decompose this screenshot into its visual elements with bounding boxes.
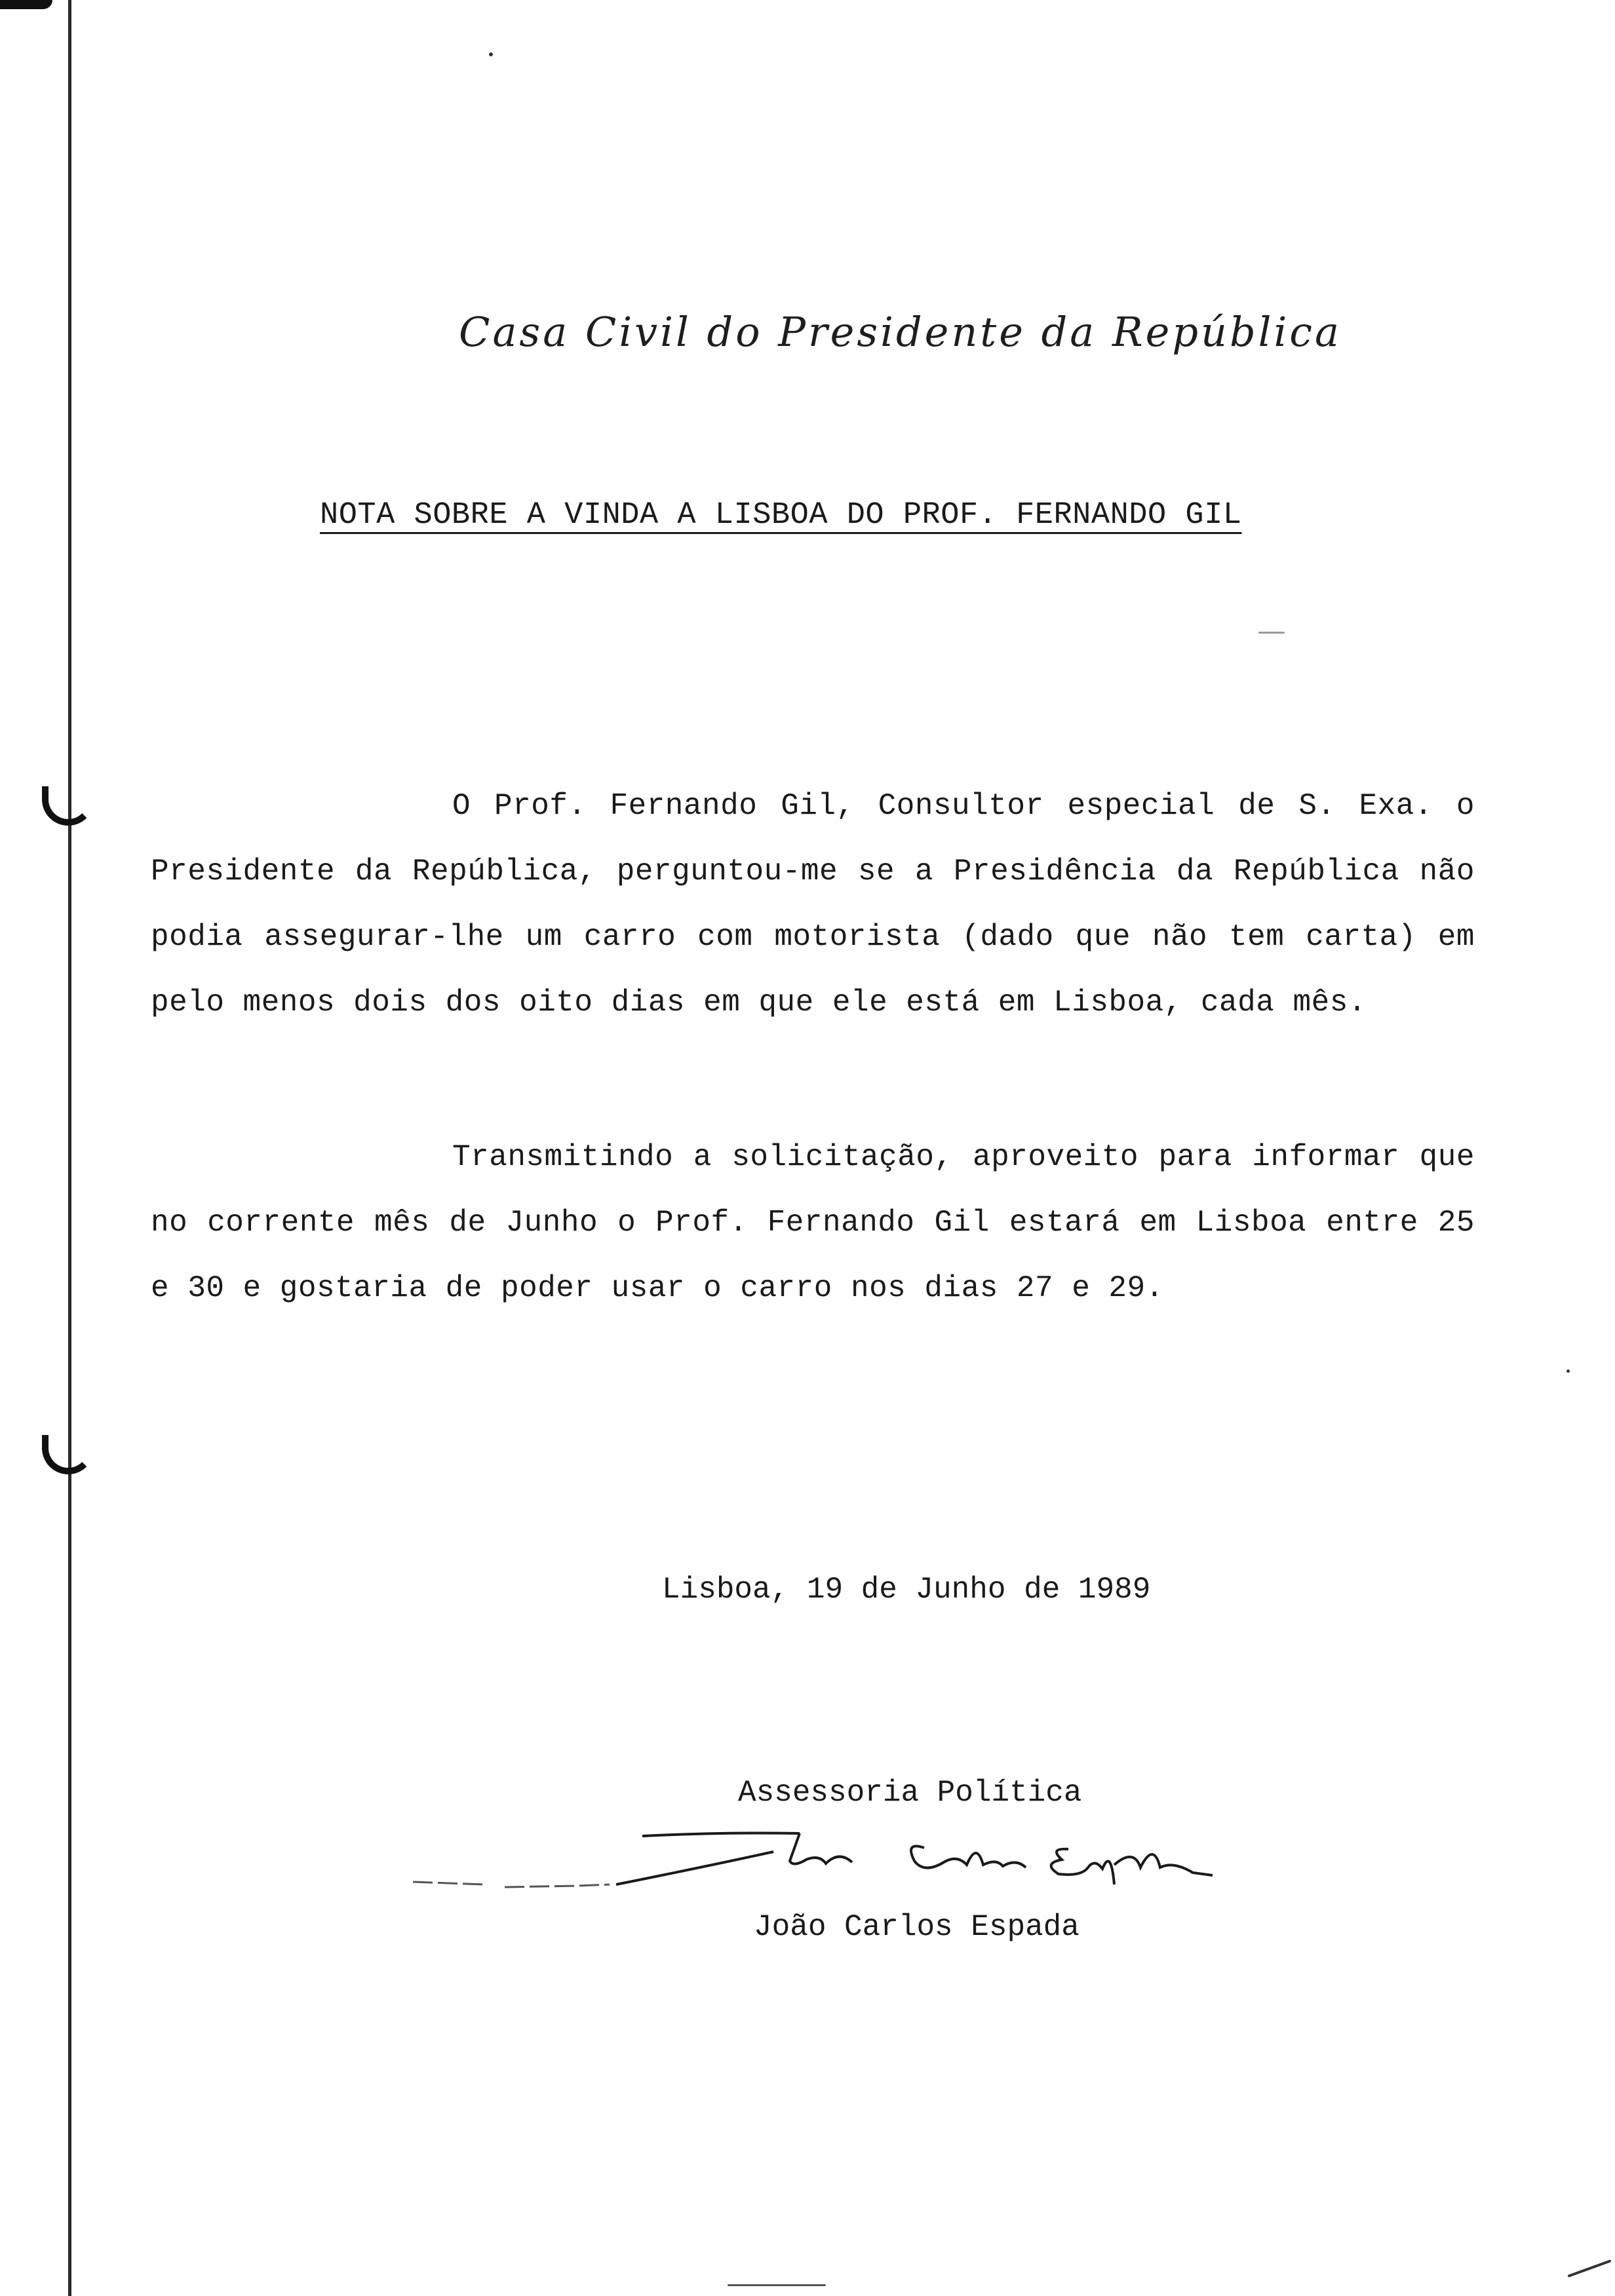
department-name: Assessoria Política [738,1776,1082,1810]
body-paragraph: Transmitindo a solicitação, aproveito para informar que no corrente mês de Junho o Prof. Fernando Gil estará em Lisboa entre 25 e 30 e gostaria de poder usar o carro nos dias 27 e 29. [151,1140,1475,1305]
scan-speck [489,52,493,56]
letterhead: Casa Civil do Presidente da República [459,308,1342,356]
date-line: Lisboa, 19 de Junho de 1989 [662,1573,1151,1607]
scan-speck [1566,1369,1570,1373]
scan-binding-line [68,0,71,2296]
scan-corner-mark [0,0,52,9]
document-title: NOTA SOBRE A VINDA A LISBOA DO PROF. FERNANDO GIL [320,498,1242,533]
punch-hole-mark [42,1435,94,1474]
body-paragraph: O Prof. Fernando Gil, Consultor especial de S. Exa. o Presidente da República, perguntou-me se a Presidência da República não podia assegurar-lhe um carro com motorista (dado que não tem carta) em pelo menos dois dos oito dias em que ele está em Lisboa, cada mês. [151,789,1475,1020]
punch-hole-mark [42,786,94,826]
handwritten-signature [406,1822,1219,1900]
scan-speck [1567,2259,1611,2278]
signer-name: João Carlos Espada [754,1910,1080,1944]
scan-speck [1258,632,1285,634]
scan-speck [728,2284,826,2286]
